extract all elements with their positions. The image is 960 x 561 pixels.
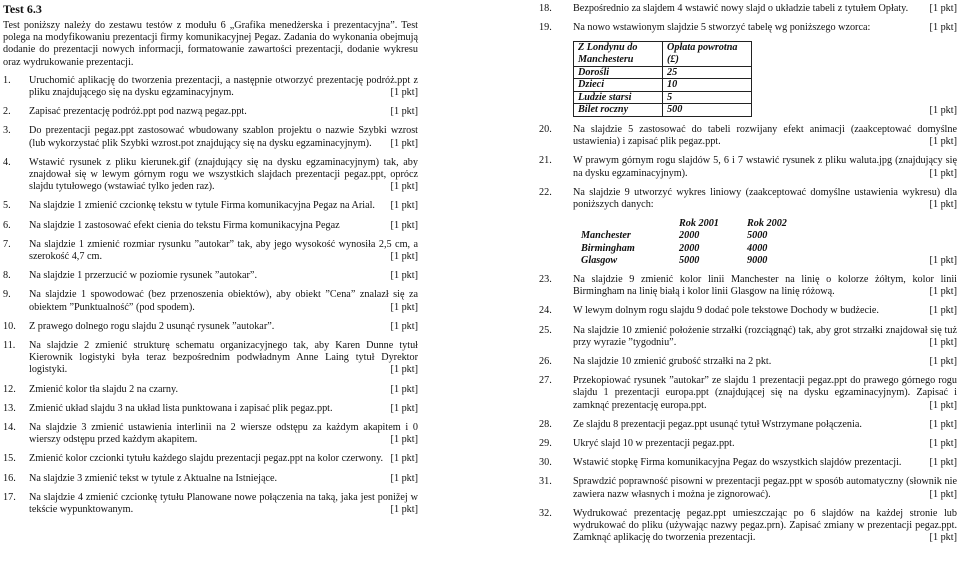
task-text [29,403,418,415]
task-text-content: Zmienić kolor czcionki tytułu każdego slajdu prezentacji pegaz.ppt na kolor czerwony. [29,453,384,465]
task-number: 10. [3,320,16,332]
right-column [539,3,957,551]
task-text-content: Na slajdzie 1 zastosować efekt cienia do tekstu Firma komunikacyjna Pegaz [29,219,340,231]
task-item [3,403,418,415]
test-intro: Test poniższy należy do zestawu testów z modułu 6 „Grafika menedżerska i prezentacyjna”. Test polega na modyfikowaniu prezentacji firmy komunikacyjnej Pegaz. Zadania do wykonania obejmują dodanie do prezentacji nowych informacji, formatowanie zawartości prezentacji, dodanie wykresu oraz wydrukowanie prezentacji. [3,20,418,68]
points-label: [1 pkt] [390,472,418,484]
task-item [539,124,957,148]
task-text [29,157,418,194]
points-label: [1 pkt] [390,200,418,212]
task-text [29,200,418,212]
points-label: [1 pkt] [390,270,418,282]
table-cell: 5000 [747,230,768,242]
task-text-content: Na slajdzie 4 zmienić czcionkę tytułu Planowane nowe połączenia na taką, jaka jest ponižej w tekście wypunktowanym. [29,491,418,516]
task-text-content: Na slajdzie 2 zmienić strukturę schematu organizacyjnego tak, aby Karen Dunne tytuł Kierownik logistyki była teraz bezpośrednim podwładnym Anne Laing tytuł Dyrektor logistyki. [29,340,418,376]
task-text [29,75,418,99]
points-label: [1 pkt] [390,106,418,118]
points-label: [1 pkt] [390,251,418,263]
task-text [29,289,418,313]
task-text [573,419,957,431]
points-label: [1 pkt] [929,488,957,500]
task-text-content: Uruchomić aplikację do tworzenia prezentacji, a następnie otworzyć prezentację podróż.ppt z pliku znajdującego się na dysku egzaminacyjnym. [29,74,418,99]
task-item [539,274,957,298]
task-item [3,270,418,282]
task-text [573,305,957,317]
table-cell: Manchester [581,230,631,242]
task-number: 4. [3,156,11,168]
task-item [539,187,957,211]
table-cell: Birmingham [581,242,635,254]
table-cell: Ludzie starsi [574,91,663,104]
task-number: 9. [3,289,11,301]
table-cell: 9000 [747,254,768,266]
task-text [573,375,957,412]
points-label: [1 pkt] [390,219,418,231]
task-number: 32. [539,507,552,519]
task-text [573,476,957,500]
task-number: 26. [539,356,552,368]
points-label: [1 pkt] [929,254,957,266]
task-item [3,340,418,377]
table-row [574,79,752,92]
task-item [539,3,957,15]
task-text-content: Sprawdzić poprawność pisowni w prezentacji pegaz.ppt w sposób automatyczny (słownik nie zawiera nazw własnych i można je zignorować). [573,476,957,500]
table-cell: Opłata powrotna (£) [663,42,752,66]
task-text [573,124,957,148]
task-number: 14. [3,422,16,434]
task-text [573,325,957,349]
task-text-content: Na slajdzie 1 przerzucić w poziomie rysunek ”autokar”. [29,270,257,282]
task-text-content: Z prawego dolnego rogu slajdu 2 usunąć rysunek ”autokar”. [29,320,275,332]
task-text [573,187,957,211]
task-number: 21. [539,155,552,167]
task-item [539,457,957,469]
task-item [539,305,957,317]
task-text [29,340,418,377]
table-header-cell [577,218,675,230]
task-text [29,220,418,232]
task-text [29,473,418,485]
table-cell: 5 [663,91,752,104]
task-number: 31. [539,476,552,488]
task-text [29,384,418,396]
table-cell: Dzieci [574,79,663,92]
fare-table-block [573,41,957,117]
table-cell: Bilet roczny [574,104,663,117]
task-text-content: Na slajdzie 10 zmienić położenie strzałki (rozciągnąć) tak, aby grot strzałki znajdował się tuż przy wyrazie ”tygodniu”. [573,324,957,348]
points-label: [1 pkt] [390,364,418,376]
table-row [577,255,811,267]
task-number: 29. [539,438,552,450]
points-label: [1 pkt] [929,22,957,34]
left-column [3,3,418,523]
task-text-content: Zapisać prezentację podróż.ppt pod nazwą pegaz.ppt. [29,106,247,118]
task-text [29,492,418,516]
task-text [29,270,418,282]
task-text [573,457,957,469]
test-title: Test 6.3 [3,2,42,16]
task-item [3,384,418,396]
task-text [29,239,418,263]
task-item [3,125,418,149]
task-number: 13. [3,402,16,414]
table-row [574,91,752,104]
chart-data-table [577,218,811,267]
task-text-content: Przekopiować rysunek ”autokar” ze slajdu 1 prezentacji pegaz.ppt do prawego górnego rogu slajdu 1 prezentacji europa.ppt (znajdującej się na dysku egzaminacyjnym). Zapisać i zamknąć prezentację europa.ppt. [573,375,957,411]
task-text-content: Wstawić rysunek z pliku kierunek.gif (znajdujący się na dysku egzaminacyjnym) tak, aby znajdował się w lewym górnym rogu we wszystkich slajdach prezentacji pegaz.ppt, oprócz slajdu tytułowego (wstawiać tylko jeden raz). [29,156,418,193]
points-label: [1 pkt] [390,181,418,193]
task-text-content: Na slajdzie 10 zmienić grubość strzałki na 2 pkt. [573,356,772,368]
table-cell: 2000 [679,230,700,242]
points-label: [1 pkt] [929,104,957,116]
table-cell: 500 [663,104,752,117]
task-number: 19. [539,22,552,34]
chart-data-block [573,218,957,267]
task-text [573,274,957,298]
task-item [3,321,418,333]
table-row [574,42,752,66]
fare-table [573,41,752,117]
task-text-content: Na slajdzie 1 spowodować (bez przenoszenia obiektów), aby obiekt ”Cena” znalazł się za obiektem ”Punktualność” (pod spodem). [29,289,418,313]
points-label: [1 pkt] [390,434,418,446]
task-text-content: Bezpośrednio za slajdem 4 wstawić nowy slajd o układzie tabeli z tytułem Opłaty. [573,3,909,14]
task-text-content: Wstawić stopkę Firma komunikacyjna Pegaz do wszystkich slajdów prezentacji. [573,457,902,469]
points-label: [1 pkt] [929,286,957,298]
table-cell: 5000 [679,254,700,266]
table-header-cell: Rok 2001 [679,218,719,230]
task-item [539,22,957,34]
task-number: 17. [3,491,16,503]
task-text-content: Ukryć slajd 10 w prezentacji pegaz.ppt. [573,438,735,450]
points-label: [1 pkt] [390,87,418,99]
task-item [3,106,418,118]
task-number: 28. [539,418,552,430]
task-number: 1. [3,74,11,86]
task-text [29,422,418,446]
points-label: [1 pkt] [390,504,418,516]
table-cell: 10 [663,79,752,92]
task-text-content: Na slajdzie 5 zastosować do tabeli rozwijany efekt animacji (zaakceptować domyślne ustawienia) i zapisać plik pegaz.ppt. [573,123,957,148]
task-text-content: Zmienić kolor tła slajdu 2 na czarny. [29,383,178,395]
table-cell: 4000 [747,242,768,254]
task-item [3,492,418,516]
task-text [573,155,957,179]
points-label: [1 pkt] [929,457,957,469]
task-item [3,220,418,232]
task-item [539,508,957,545]
task-text-content: W lewym dolnym rogu slajdu 9 dodać pole tekstowe Dochody w budżecie. [573,305,879,317]
table-row [577,230,811,242]
task-number: 6. [3,219,11,231]
points-label: [1 pkt] [390,320,418,332]
task-text-content: Ze slajdu 8 prezentacji pegaz.ppt usunąć tytuł Wstrzymane połączenia. [573,418,862,430]
task-number: 22. [539,186,552,198]
table-row [577,243,811,255]
points-label: [1 pkt] [929,305,957,317]
task-item [3,239,418,263]
task-item [539,356,957,368]
task-text [573,508,957,545]
task-text [573,22,957,34]
points-label: [1 pkt] [390,402,418,414]
task-number: 7. [3,238,11,250]
task-item [3,200,418,212]
right-task-list-b [539,124,957,211]
points-label: [1 pkt] [390,383,418,395]
task-item [539,476,957,500]
task-number: 16. [3,472,16,484]
task-number: 8. [3,270,11,282]
task-item [3,75,418,99]
task-item [539,419,957,431]
task-text [573,438,957,450]
table-header-cell: Rok 2002 [747,218,787,230]
task-number: 27. [539,375,552,387]
points-label: [1 pkt] [929,136,957,148]
task-number: 3. [3,125,11,137]
task-text [29,321,418,333]
task-number: 24. [539,305,552,317]
task-text-content: Na slajdzie 9 zmienić kolor linii Manchester na linię o kolorze żółtym, kolor linii Birmingham na linię białą i kolor linii Glasgow na linię różową. [573,274,957,298]
points-label: [1 pkt] [929,532,957,544]
task-item [539,375,957,412]
task-text [573,3,957,15]
right-task-list-c [539,274,957,544]
table-row [574,104,752,117]
task-item [3,422,418,446]
table-cell: Z Londynu do Manchesteru [574,42,663,66]
points-label: [1 pkt] [929,336,957,348]
points-label: [1 pkt] [390,301,418,313]
task-text-content: Wydrukować prezentację pegaz.ppt umieszczając po 6 slajdów na każdej stronie lub wydrukować do pliku (używając nazwy pegaz.prn). Zapisać zmiany w prezentacji pegaz.ppt. Zamknąć aplikację do tworzenia prezentacji. [573,507,957,544]
task-text-content: Na slajdzie 9 utworzyć wykres liniowy (zaakceptować domyślne ustawienia wykresu) dla poniższych danych: [573,186,957,210]
task-text [29,125,418,149]
task-item [539,438,957,450]
task-text [29,106,418,118]
task-number: 30. [539,457,552,469]
task-text-content: Na slajdzie 1 zmienić rozmiar rysunku ”autokar” tak, aby jego wysokość wynosiła 2,5 cm, a szerokość 4,7 cm. [29,238,418,263]
task-number: 12. [3,383,16,395]
left-task-list [3,75,418,516]
task-number: 23. [539,274,552,285]
task-text [29,453,418,465]
points-label: [1 pkt] [929,3,957,14]
points-label: [1 pkt] [390,137,418,149]
task-text-content: Na slajdzie 1 zmienić czcionkę tekstu w tytule Firma komunikacyjna Pegaz na Arial. [29,200,375,212]
points-label: [1 pkt] [929,167,957,179]
task-number: 18. [539,3,552,14]
task-text-content: W prawym górnym rogu slajdów 5, 6 i 7 wstawić rysunek z pliku waluta.jpg (znajdujący się na dysku egzaminacyjnym). [573,155,957,179]
task-item [539,155,957,179]
points-label: [1 pkt] [929,356,957,368]
points-label: [1 pkt] [929,198,957,210]
points-label: [1 pkt] [929,399,957,411]
task-text-content: Do prezentacji pegaz.ppt zastosować wbudowany szablon projektu o nazwie Szybki wzrost (lub wykorzystać plik Szybki wzrost.pot znajdujący się na dysku egzaminacyjnym). [29,125,418,149]
task-text-content: Zmienić układ slajdu 3 na układ lista punktowana i zapisać plik pegaz.ppt. [29,402,333,414]
task-number: 25. [539,324,552,336]
task-number: 2. [3,106,11,118]
task-number: 5. [3,200,11,212]
task-text-content: Na slajdzie 3 zmienić tekst w tytule z Aktualne na Istniejące. [29,472,278,484]
task-item [3,157,418,194]
task-text [573,356,957,368]
task-item [3,473,418,485]
points-label: [1 pkt] [929,418,957,430]
table-cell: Dorośli [574,66,663,79]
table-row [577,218,811,230]
task-text-content: Na slajdzie 3 zmienić ustawienia interlinii na 2 wiersze odstępu za każdym akapitem i 0 wierszy odstępu przed każdym akapitem. [29,422,418,446]
task-number: 15. [3,453,16,465]
task-number: 11. [3,340,16,352]
task-number: 20. [539,123,552,135]
task-item [3,453,418,465]
table-cell: Glasgow [581,254,618,266]
right-task-list-a [539,3,957,34]
table-cell: 25 [663,66,752,79]
task-item [3,289,418,313]
points-label: [1 pkt] [390,453,418,465]
points-label: [1 pkt] [929,438,957,450]
table-cell: 2000 [679,242,700,254]
table-row [574,66,752,79]
task-item [539,325,957,349]
task-text-content: Na nowo wstawionym slajdzie 5 stworzyć tabelę wg poniższego wzorca: [573,22,871,34]
